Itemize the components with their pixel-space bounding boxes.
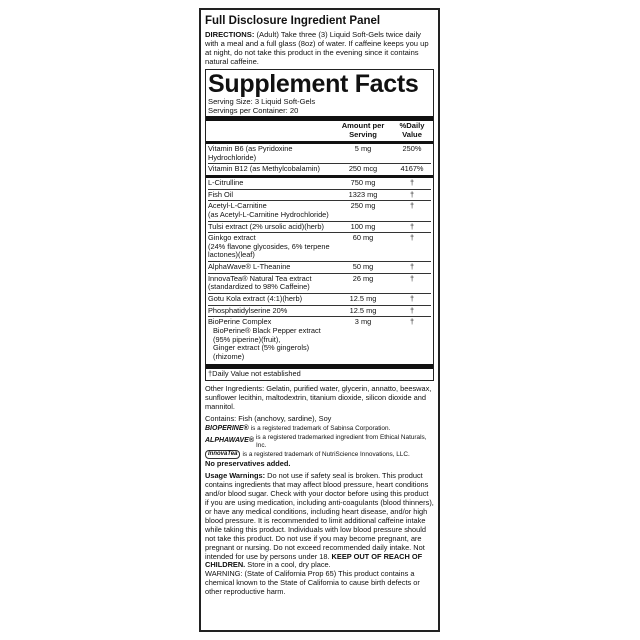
daily-value-cell: 4167% [400,164,424,174]
amount-cell: 12.5 mg [349,294,377,304]
ingredient-name: AlphaWave® L-Theanine [208,262,291,272]
amount-cell: 3 mg [354,317,372,327]
trademark-text: is a registered trademark of NutriScience Innovations, LLC. [242,450,410,458]
directions-text: (Adult) Take three (3) Liquid Soft-Gels twice daily with a meal and a full glass (8oz) of water. If caffeine keeps you up at night, do not take this product in the evening since it contains natural caffeine. [205,29,429,66]
trademark-item [205,434,434,449]
amount-cell: 250 mcg [348,164,378,174]
ingredient-name-cell [208,263,333,272]
ingredient-name: Tulsi extract (2% ursolic acid)(herb) [208,221,324,231]
ingredient-name: L-Citrulline [208,177,244,187]
fact-row [208,293,431,305]
serving-size: Serving Size: 3 Liquid Soft-Gels [208,97,316,107]
store-text: Store in a cool, dry place. [245,560,331,570]
ingredient-name: Acetyl-L-Carnitine [208,201,267,211]
contains: Contains: Fish (anchovy, sardine), Soy [205,414,332,424]
other-ingredients: Other Ingredients: Gelatin, purified water, glycerin, annatto, beeswax, sunflower lecithin, maltodextrin, titanium dioxide, silicon dioxide and mannitol. [205,384,432,412]
ingredient-name: Phosphatidylserine 20% [208,305,288,315]
fact-row [208,261,431,273]
ingredient-name-cell [208,165,333,174]
ingredient-name-cell [208,234,333,260]
ingredient-name: Ginkgo extract [208,233,256,243]
amount-cell: 1323 mg [348,189,378,199]
fact-row [208,232,431,261]
daily-value-cell: † [409,233,415,243]
daily-value-cell: † [409,201,415,211]
fact-row [208,305,431,317]
fact-row [208,144,431,163]
ingredient-name-cell [208,307,333,316]
amount-cell: 750 mg [350,177,376,187]
servings-per-container: Servings per Container: 20 [208,106,299,116]
daily-value-cell: † [409,273,415,283]
amount-cell: 50 mg [352,262,374,272]
fact-row [208,316,431,362]
dv-header: %Daily Value [399,121,425,140]
ingredient-name: BioPerine Complex [208,317,272,327]
trademark-logo: ALPHAWAVE® [205,437,254,445]
daily-value-cell: † [409,262,415,272]
usage-warnings [205,472,434,570]
ingredient-name: Fish Oil [208,189,234,199]
ingredient-name: InnovaTea® Natural Tea extract [208,273,312,283]
ingredient-detail: BioPerine® Black Pepper extract (95% piperine)(fruit), [213,326,321,344]
ingredient-name-cell [208,145,333,162]
column-header [208,121,431,140]
daily-value-cell: † [409,189,415,199]
ingredient-detail: (24% flavone glycosides, 6% terpene lactones)(leaf) [208,241,330,260]
trademark-item [205,450,434,459]
daily-value-cell: † [409,317,415,327]
prop65-warning: WARNING: (State of California Prop 65) This product contains a chemical known to the State of California to cause birth defects or other reproductive harm. [205,569,420,597]
panel-header: Full Disclosure Ingredient Panel [205,15,381,27]
usage-text: Do not use if safety seal is broken. This product contains ingredients that may affect blood pressure, heart conditions and/or blood sugar. Check with your doctor before using this product if you are using medication, including anti-coagulants (blood thinners), or have any medical conditions, including heart disease, and/or high blood pressure. It is recommended to limit additional caffeine intake while taking this product. Individuals with low blood pressure should not take this product. Do not use if you may become pregnant, are pregnant or nursing. Do not exceed recommended daily intake. Not intended for use by persons under 18. [205,470,434,561]
directions [205,30,434,66]
ingredient-name-cell [208,191,333,200]
amount-cell: 12.5 mg [349,305,377,315]
ingredient-name-cell [208,295,333,304]
trademark-list [205,425,434,459]
daily-value-cell: † [409,305,415,315]
ingredient-name: Gotu Kola extract (4:1)(herb) [208,294,303,304]
keep-out-warning: KEEP OUT OF REACH OF CHILDREN. [205,551,423,570]
ingredient-name-cell [208,318,333,361]
trademark-item [205,425,434,433]
facts-title: Supplement Facts [208,70,419,98]
daily-value-cell: † [409,177,415,187]
amount-cell: 250 mg [350,201,376,211]
trademark-text: is a registered trademarked ingredient from Ethical Naturals, Inc. [255,434,427,449]
ingredient-name-cell [208,202,333,219]
ingredient-name-cell [208,179,333,188]
dv-note: †Daily Value not established [208,368,301,378]
vitamin-rows [208,144,431,175]
amount-cell: 100 mg [350,221,376,231]
fact-row [208,200,431,220]
ingredient-name: Vitamin B6 (as Pyridoxine Hydrochloride) [208,143,293,162]
ingredient-name: Vitamin B12 (as Methylcobalamin) [208,164,321,174]
usage-label: Usage Warnings: [205,470,266,480]
fact-row [208,163,431,175]
fact-row [208,273,431,293]
trademark-logo: InnovaTea [205,450,240,459]
amount-header: Amount per Serving [341,121,385,140]
ingredient-detail: (standardized to 98% Caffeine) [208,282,310,292]
ingredient-name-cell [208,223,333,232]
daily-value-cell: † [409,221,415,231]
fact-row [208,189,431,201]
no-preservatives: No preservatives added. [205,459,291,469]
ingredient-name-cell [208,275,333,292]
fact-row [208,221,431,233]
supplement-label-panel [199,8,440,632]
amount-cell: 26 mg [352,273,374,283]
fact-row [208,178,431,189]
ingredient-detail: Ginger extract (5% gingerols)(rhizome) [213,343,310,362]
amount-cell: 60 mg [352,233,374,243]
directions-label: DIRECTIONS: [205,29,255,39]
daily-value-cell: † [409,294,415,304]
amount-cell: 5 mg [354,143,372,153]
supplement-facts-box [205,69,434,381]
trademark-text: is a registered trademark of Sabinsa Corporation. [250,425,391,433]
ingredient-rows [208,178,431,363]
trademark-logo: BIOPERINE® [205,424,249,432]
ingredient-detail: (as Acetyl-L-Carnitine Hydrochloride) [208,209,329,219]
daily-value-cell: 250% [402,143,422,153]
